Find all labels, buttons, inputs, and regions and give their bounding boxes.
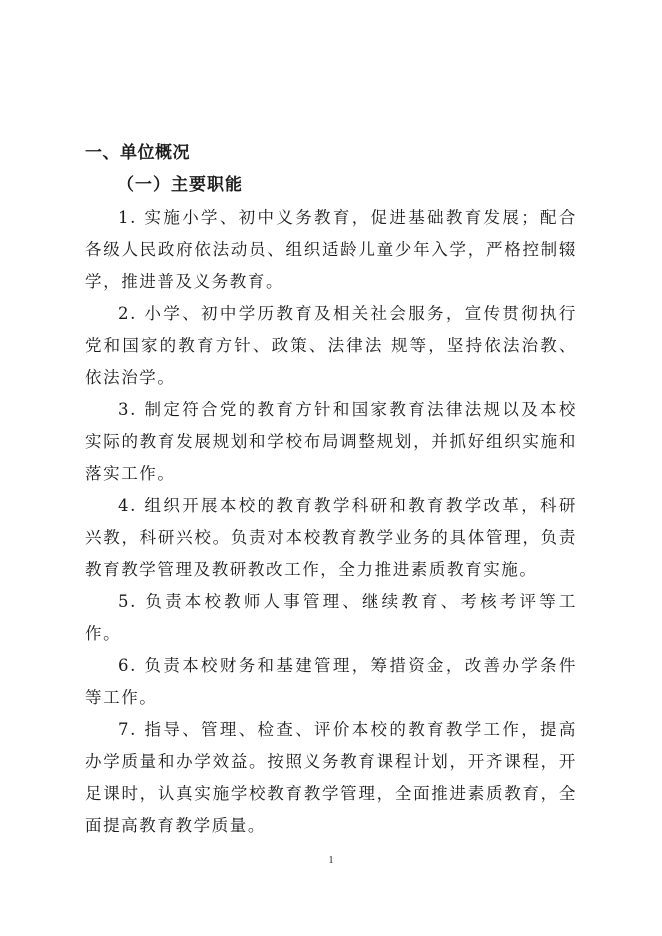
document-body <box>85 138 577 842</box>
paragraph-7: 7. 指导、管理、检查、评价本校的教育教学工作，提高办学质量和办学效益。按照义务教育课程计划，开齐课程，开足课时，认真实施学校教育教学管理，全面推进素质教育，全面提高教育教学质量。 <box>85 720 577 835</box>
subsection-heading: （一）主要职能 <box>117 175 243 195</box>
page-number: 1 <box>328 855 334 866</box>
paragraph-6: 6. 负责本校财务和基建管理，筹措资金，改善办学条件等工作。 <box>85 656 577 707</box>
section-heading: 一、单位概况 <box>85 143 190 163</box>
paragraph-1: 1. 实施小学、初中义务教育，促进基础教育发展；配合各级人民政府依法动员、组织适龄儿童少年入学，严格控制辍学，推进普及义务教育。 <box>85 208 577 291</box>
paragraph-2: 2. 小学、初中学历教育及相关社会服务，宣传贯彻执行党和国家的教育方针、政策、法律法 规等，坚持依法治教、依法治学。 <box>85 304 577 387</box>
paragraph-4: 4. 组织开展本校的教育教学科研和教育教学改革，科研兴教，科研兴校。负责对本校教育教学业务的具体管理，负责教育教学管理及教研教改工作，全力推进素质教育实施。 <box>85 496 577 579</box>
paragraph-3: 3. 制定符合党的教育方针和国家教育法律法规以及本校实际的教育发展规划和学校布局调整规划，并抓好组织实施和落实工作。 <box>85 400 577 483</box>
paragraph-5: 5. 负责本校教师人事管理、继续教育、考核考评等工作。 <box>85 592 577 643</box>
